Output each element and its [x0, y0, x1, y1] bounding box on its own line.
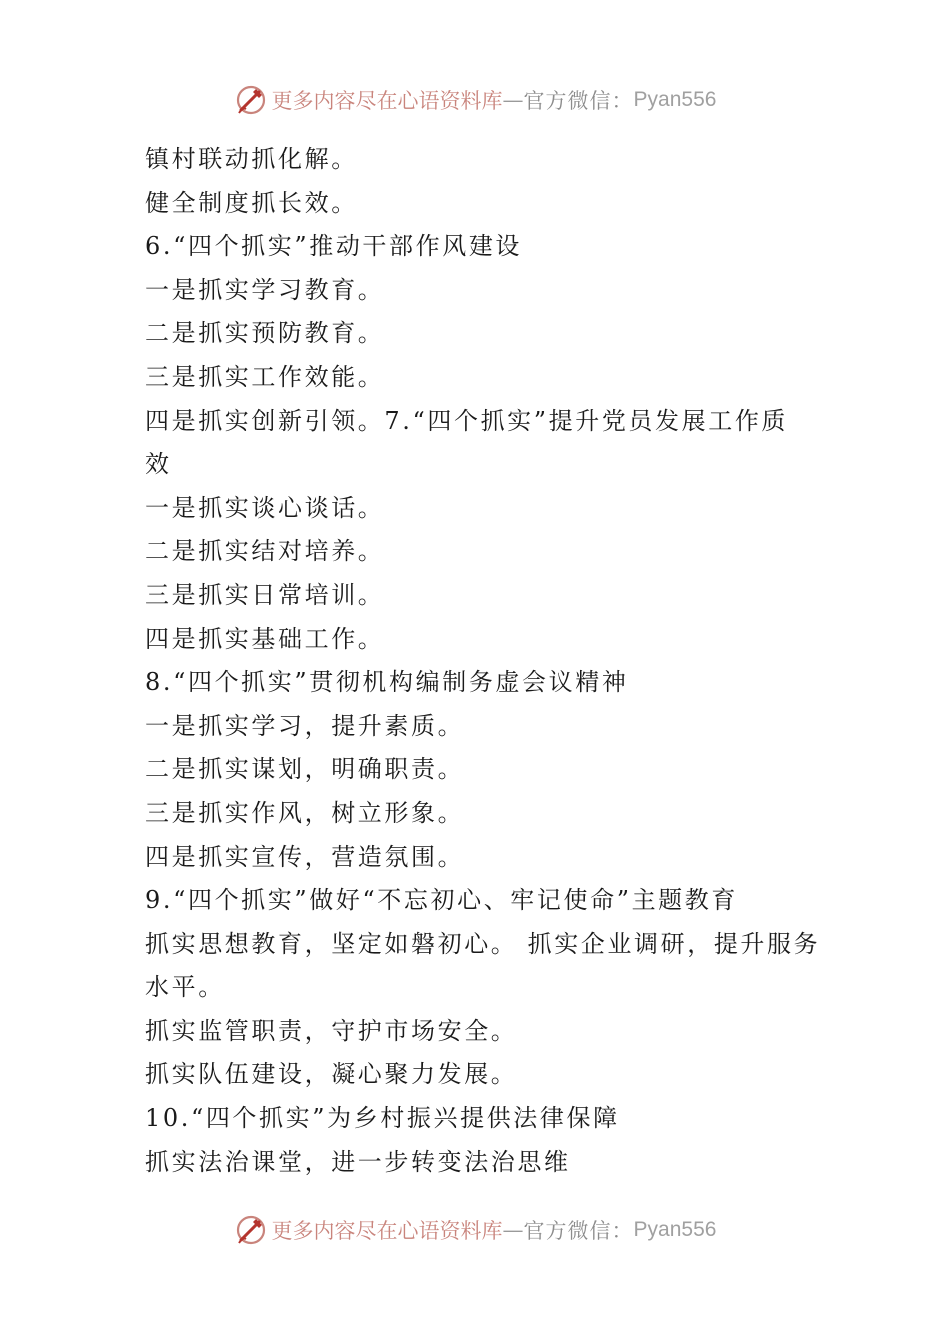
text-line: 抓实思想教育，坚定如磐初心。 抓实企业调研，提升服务	[145, 929, 821, 958]
text-line: 抓实队伍建设，凝心聚力发展。	[145, 1060, 518, 1089]
text-line: 一是抓实学习，提升素质。	[145, 711, 465, 740]
text-line: 抓实监管职责，守护市场安全。	[145, 1016, 518, 1045]
text-line: 二是抓实预防教育。	[145, 319, 385, 348]
text-line: 一是抓实谈心谈话。	[145, 493, 385, 522]
banner-wechat-id: Pyan556	[633, 1218, 717, 1241]
text-line: 三是抓实作风，树立形象。	[145, 798, 465, 827]
section-heading: 10.“四个抓实”为乡村振兴提供法律保障	[145, 1104, 620, 1133]
banner-separator: —	[502, 88, 524, 112]
banner-official-label: 官方微信：	[523, 89, 634, 113]
banner-official-label: 官方微信：	[523, 1219, 634, 1243]
text-line: 水平。	[145, 973, 225, 1002]
section-heading: 8.“四个抓实”贯彻机构编制务虚会议精神	[145, 668, 629, 697]
text-line: 三是抓实工作效能。	[145, 362, 385, 391]
text-line: 三是抓实日常培训。	[145, 580, 385, 609]
text-line: 二是抓实结对培养。	[145, 537, 385, 566]
text-line: 健全制度抓长效。	[145, 188, 358, 217]
footer-banner	[0, 1210, 950, 1250]
pen-circle-logo-icon	[234, 83, 268, 117]
banner-brand-text: 更多内容尽在心语资料库	[271, 1219, 503, 1243]
banner-brand-text: 更多内容尽在心语资料库	[271, 89, 503, 113]
banner-separator: —	[502, 1218, 524, 1242]
document-body	[145, 138, 825, 1184]
text-line: 效	[145, 450, 172, 479]
text-line: 四是抓实创新引领。7.“四个抓实”提升党员发展工作质	[145, 406, 789, 435]
section-heading: 6.“四个抓实”推动干部作风建设	[145, 232, 523, 261]
header-banner	[0, 80, 950, 120]
text-line: 镇村联动抓化解。	[145, 145, 358, 173]
text-line: 一是抓实学习教育。	[145, 275, 385, 304]
text-line: 二是抓实谋划，明确职责。	[145, 755, 465, 784]
text-line: 四是抓实基础工作。	[145, 624, 385, 653]
pen-circle-logo-icon	[234, 1213, 268, 1247]
text-line: 四是抓实宣传，营造氛围。	[145, 842, 465, 871]
section-heading: 9.“四个抓实”做好“不忘初心、牢记使命”主题教育	[145, 886, 738, 915]
banner-wechat-id: Pyan556	[633, 88, 717, 111]
text-line: 抓实法治课堂，进一步转变法治思维	[145, 1147, 571, 1176]
